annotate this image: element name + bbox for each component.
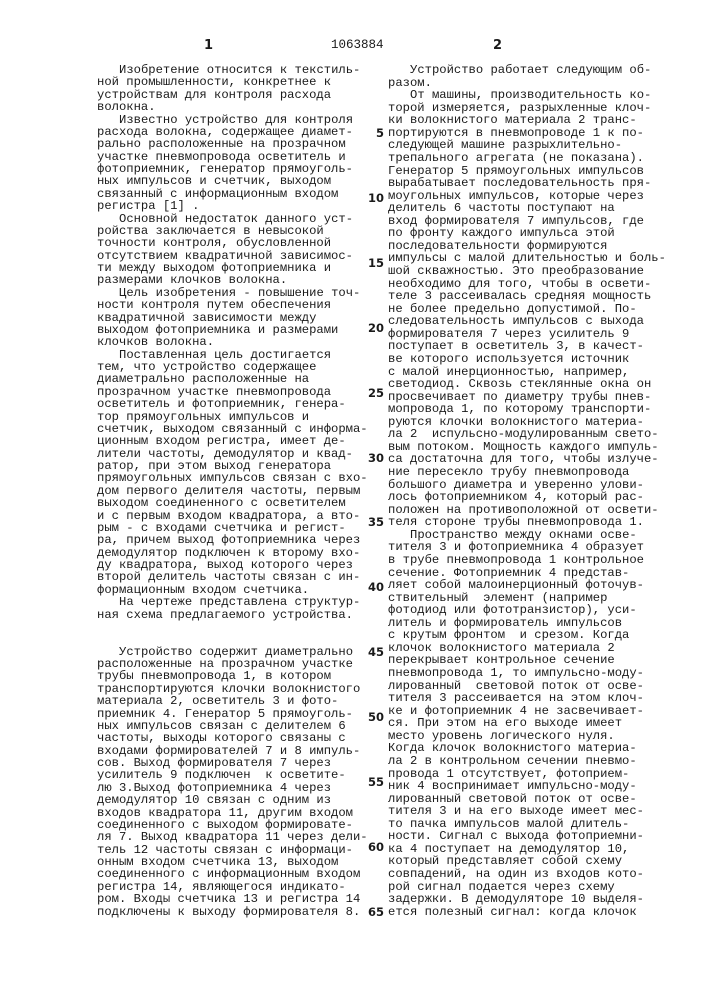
text-line: регистра [1] . — [97, 200, 368, 212]
page-number-left: 1 — [204, 38, 213, 53]
text-line: расположенные на прозрачном участке — [97, 658, 368, 670]
text-line: связанный с информационным входом — [97, 188, 368, 200]
text-line: соединенного с выходом формировате- — [97, 819, 368, 831]
text-line: лю 3.Выход фотоприемника 4 через — [97, 782, 368, 794]
text-line: с крутым фронтом и срезом. Когда — [388, 629, 666, 642]
text-line: сов. Выход формирователя 7 через — [97, 757, 368, 769]
text-line: литель и формирователь импульсов — [388, 617, 666, 630]
margin-line-number: 30 — [362, 452, 384, 464]
text-line: осветитель и фотоприемник, генера- — [97, 398, 368, 410]
text-line: ла 2 в контрольном сечении пневмо- — [388, 755, 666, 768]
text-line: торой измеряется, разрыхленные клоч- — [388, 102, 666, 115]
text-line: квадратичной зависимости между — [97, 312, 368, 324]
margin-line-number: 15 — [362, 257, 384, 269]
text-line: второй делитель частоты связан с ин- — [97, 571, 368, 583]
text-line: регистра 14, являющегося индикато- — [97, 881, 368, 893]
text-line: ра, причем выход фотоприемника через — [97, 534, 368, 546]
text-line: задержки. В демодуляторе 10 выделя- — [388, 893, 666, 906]
text-line: Цель изобретения - повышение точ- — [97, 287, 368, 299]
text-line: перекрывает контрольное сечение — [388, 654, 666, 667]
text-line: ду квадратора, выход которого через — [97, 559, 368, 571]
text-line: клочок волокнистого материала 2 — [388, 642, 666, 655]
text-line: ройства заключается в невысокой — [97, 225, 368, 237]
text-line: Основной недостаток данного уст- — [97, 213, 368, 225]
text-line: соединенного с информационным входом — [97, 868, 368, 880]
right-column-text — [388, 64, 666, 918]
text-line: прозрачном участке пневмопровода — [97, 386, 368, 398]
text-line: Устройство содержит диаметрально — [97, 646, 368, 658]
text-line: ляет собой малоинерционный фоточув- — [388, 579, 666, 592]
text-line: Поставленная цель достигается — [97, 349, 368, 361]
text-line: ка 4 поступает на демодулятор 10, — [388, 843, 666, 856]
text-line: ве которого используется источник — [388, 353, 666, 366]
text-line: рым - с входами счетчика и регист- — [97, 522, 368, 534]
left-column-text — [97, 64, 368, 918]
text-line: провода 1 отсутствует, фотоприем- — [388, 768, 666, 781]
text-line: транспортируются клочки волокнистого — [97, 683, 368, 695]
text-line: по фронту каждого импульса этой — [388, 227, 666, 240]
text-line: делитель 6 частоты поступают на — [388, 202, 666, 215]
text-line: в трубе пневмопровода 1 контрольное — [388, 554, 666, 567]
text-line: теле 3 рассеивалась средняя мощность — [388, 290, 666, 303]
text-line: просвечивает по диаметру трубы пнев- — [388, 391, 666, 404]
text-line: формационным входом счетчика. — [97, 584, 368, 596]
text-line — [97, 633, 368, 645]
text-line: не более предельно допустимой. По- — [388, 303, 666, 316]
text-line: ется полезный сигнал: когда клочок — [388, 906, 666, 919]
text-line: трубы пневмопровода 1, в котором — [97, 670, 368, 682]
text-line: расхода волокна, содержащее диамет- — [97, 126, 368, 138]
text-line: портируются в пневмопроводе 1 к по- — [388, 127, 666, 140]
text-line: поступает в осветитель 3, в качест- — [388, 340, 666, 353]
margin-line-number: 45 — [362, 646, 384, 658]
margin-line-number: 25 — [362, 387, 384, 399]
text-line: вым потоком. Мощность каждого импуль- — [388, 441, 666, 454]
margin-line-number: 40 — [362, 581, 384, 593]
text-line: усилитель 9 подключен к осветите- — [97, 769, 368, 781]
text-line: ние пересекло трубу пневмопровода — [388, 466, 666, 479]
text-line: разом. — [388, 77, 666, 90]
text-line: отсутствием квадратичной зависимос- — [97, 250, 368, 262]
text-line: тель 12 частоты связан с информаци- — [97, 844, 368, 856]
text-line: прямоугольных импульсов связан с вхо- — [97, 472, 368, 484]
text-line: Устройство работает следующим об- — [388, 64, 666, 77]
text-line: счетчик, выходом связанный с информа- — [97, 423, 368, 435]
text-line: Известно устройство для контроля — [97, 114, 368, 126]
text-line: ке и фотоприемник 4 не засвечивает- — [388, 705, 666, 718]
text-line: светодиод. Сквозь стеклянные окна он — [388, 378, 666, 391]
text-line: ратор, при этом выход генератора — [97, 460, 368, 472]
text-line: мопровода 1, по которому транспорти- — [388, 403, 666, 416]
text-line: дом первого делителя частоты, первым — [97, 485, 368, 497]
text-line: ных импульсов и счетчик, выходом — [97, 175, 368, 187]
text-line: ром. Входы счетчика 13 и регистра 14 — [97, 893, 368, 905]
page-number-right: 2 — [493, 38, 502, 53]
text-line: лированный световой поток от осве- — [388, 793, 666, 806]
text-line: фотоприемник, генератор прямоуголь- — [97, 163, 368, 175]
text-line: пневмопровода 1, то импульсно-моду- — [388, 667, 666, 680]
text-line: приемник 4. Генератор 5 прямоуголь- — [97, 708, 368, 720]
text-line: с малой инерционностью, например, — [388, 366, 666, 379]
margin-line-number: 5 — [362, 127, 384, 139]
text-line: фотодиод или фототранзистор), уси- — [388, 604, 666, 617]
document-number: 1063884 — [331, 38, 384, 52]
text-line: Пространство между окнами осве- — [388, 529, 666, 542]
text-line: демодулятор подключен к второму вхо- — [97, 547, 368, 559]
text-line: материала 2, осветитель 3 и фото- — [97, 695, 368, 707]
text-line: ла 2 испульсно-модулированным свето- — [388, 428, 666, 441]
text-line: клочков волокна. — [97, 336, 368, 348]
margin-line-number: 10 — [362, 192, 384, 204]
text-line: сечение. Фотоприемник 4 представ- — [388, 567, 666, 580]
margin-line-number: 55 — [362, 776, 384, 788]
text-line: руются клочки волокнистого материа- — [388, 416, 666, 429]
margin-line-number: 65 — [362, 906, 384, 918]
text-line: и с первым входом квадратора, а вто- — [97, 510, 368, 522]
text-line: тор прямоугольных импульсов и — [97, 411, 368, 423]
text-line: входов квадратора 11, другим входом — [97, 807, 368, 819]
text-line: точности контроля, обусловленной — [97, 237, 368, 249]
text-line: На чертеже представлена структур- — [97, 596, 368, 608]
text-line: размерами клочков волокна. — [97, 274, 368, 286]
text-line: ных импульсов связан с делителем 6 — [97, 720, 368, 732]
text-line: частоты, выходы которого связаны с — [97, 732, 368, 744]
text-line: импульсы с малой длительностью и боль- — [388, 252, 666, 265]
text-line: волокна. — [97, 101, 368, 113]
text-line: онным входом счетчика 13, выходом — [97, 856, 368, 868]
text-line: устройствам для контроля расхода — [97, 89, 368, 101]
text-line: диаметрально расположенные на — [97, 373, 368, 385]
text-line: ти между выходом фотоприемника и — [97, 262, 368, 274]
text-line: вход формирователя 7 импульсов, где — [388, 215, 666, 228]
text-line: ной промышленности, конкретнее к — [97, 76, 368, 88]
text-line: место уровень логического нуля. — [388, 730, 666, 743]
text-line: ся. При этом на его выходе имеет — [388, 717, 666, 730]
text-line: совпадений, на один из входов кото- — [388, 868, 666, 881]
text-line: формирователя 7 через усилитель 9 — [388, 328, 666, 341]
text-line: От машины, производительность ко- — [388, 89, 666, 102]
margin-line-number: 60 — [362, 841, 384, 853]
text-line: ник 4 воспринимает импульсно-моду- — [388, 780, 666, 793]
text-line: Изобретение относится к текстиль- — [97, 64, 368, 76]
text-line: Когда клочок волокнистого материа- — [388, 742, 666, 755]
text-line: следующей машине разрыхлительно- — [388, 139, 666, 152]
text-line: рой сигнал подается через схему — [388, 881, 666, 894]
text-line: теля стороне трубы пневмопровода 1. — [388, 516, 666, 529]
text-line: Генератор 5 прямоугольных импульсов — [388, 165, 666, 178]
text-line: лированный световой поток от осве- — [388, 680, 666, 693]
text-line: ки волокнистого материала 2 транс- — [388, 114, 666, 127]
text-line: са достаточна для того, чтобы излуче- — [388, 453, 666, 466]
text-line: положен на противоположной от освети- — [388, 504, 666, 517]
text-line: необходимо для того, чтобы в освети- — [388, 278, 666, 291]
text-line: лось фотоприемником 4, который рас- — [388, 491, 666, 504]
margin-line-number: 20 — [362, 322, 384, 334]
text-line: тителя 3 рассеивается на этом клоч- — [388, 692, 666, 705]
text-line: ционным входом регистра, имеет де- — [97, 435, 368, 447]
text-line: трепального агрегата (не показана). — [388, 152, 666, 165]
text-line: ная схема предлагаемого устройства. — [97, 609, 368, 621]
text-line: тителя 3 и фотоприемника 4 образует — [388, 541, 666, 554]
text-line: выходом соединенного с осветителем — [97, 497, 368, 509]
text-line: ности контроля путем обеспечения — [97, 299, 368, 311]
text-line: ствительный элемент (например — [388, 592, 666, 605]
text-line: рально расположенные на прозрачном — [97, 138, 368, 150]
text-line: участке пневмопровода осветитель и — [97, 151, 368, 163]
text-line: моугольных импульсов, которые через — [388, 190, 666, 203]
text-line: шой скважностью. Это преобразование — [388, 265, 666, 278]
text-line: тем, что устройство содержащее — [97, 361, 368, 373]
text-line: ля 7. Выход квадратора 11 через дели- — [97, 831, 368, 843]
text-line: демодулятор 10 связан с одним из — [97, 794, 368, 806]
text-line: следовательность импульсов с выхода — [388, 315, 666, 328]
text-line: выходом фотоприемника и размерами — [97, 324, 368, 336]
margin-line-number: 35 — [362, 516, 384, 528]
text-line: вырабатывает последовательность пря- — [388, 177, 666, 190]
text-line: лители частоты, демодулятор и квад- — [97, 448, 368, 460]
text-line: подключены к выходу формирователя 8. — [97, 906, 368, 918]
text-line: тителя 3 и на его выходе имеет мес- — [388, 805, 666, 818]
text-line: ности. Сигнал с выхода фотоприемни- — [388, 830, 666, 843]
text-line: последовательности формируются — [388, 240, 666, 253]
margin-line-number: 50 — [362, 711, 384, 723]
text-line — [97, 621, 368, 633]
text-line: большого диаметра и уверенно улови- — [388, 479, 666, 492]
text-line: входами формирователей 7 и 8 импуль- — [97, 745, 368, 757]
text-line: то пачка импульсов малой длитель- — [388, 818, 666, 831]
text-line: который представляет собой схему — [388, 855, 666, 868]
